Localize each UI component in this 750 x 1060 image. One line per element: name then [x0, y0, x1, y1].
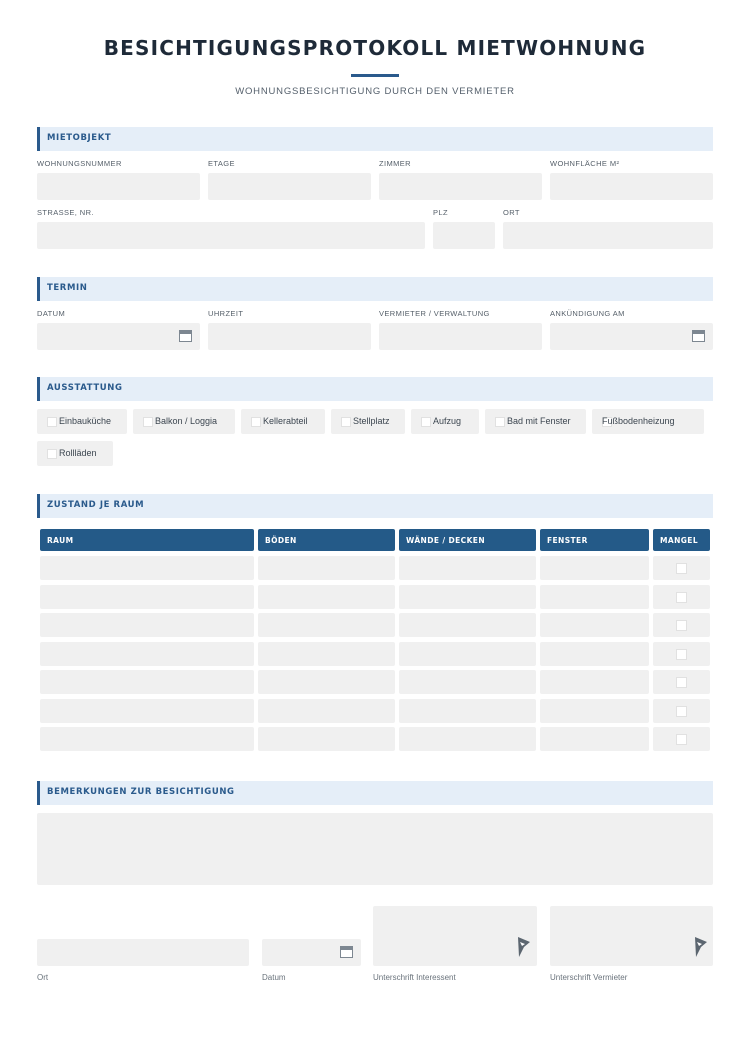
ausstattung-option-rolllaeden[interactable]: [37, 441, 113, 466]
ankuendigung-field[interactable]: [550, 323, 713, 350]
ort-field[interactable]: [503, 222, 713, 249]
cell-boeden[interactable]: [258, 642, 395, 666]
cell-boeden[interactable]: [258, 699, 395, 723]
mangel-checkbox-icon[interactable]: [676, 592, 687, 603]
cell-mangel[interactable]: [653, 613, 710, 637]
uhrzeit-label: UHRZEIT: [208, 309, 244, 318]
cell-raum[interactable]: [40, 642, 254, 666]
ausstattung-option-fussbodenheizung[interactable]: [592, 409, 704, 434]
column-header-waende: WÄNDE / DECKEN: [399, 529, 536, 551]
uhrzeit-field[interactable]: [208, 323, 371, 350]
cell-fenster[interactable]: [540, 699, 649, 723]
option-label: Aufzug: [433, 416, 462, 426]
etage-label: ETAGE: [208, 159, 235, 168]
cell-mangel[interactable]: [653, 699, 710, 723]
option-label: Bad mit Fenster: [507, 416, 571, 426]
pen-nib-icon: [516, 936, 532, 958]
cell-waende[interactable]: [399, 670, 536, 694]
bemerkungen-textarea[interactable]: [37, 813, 713, 885]
wohnflaeche-label: WOHNFLÄCHE M²: [550, 159, 620, 168]
wohnflaeche-field[interactable]: [550, 173, 713, 200]
checkbox-icon[interactable]: [47, 417, 57, 427]
mangel-checkbox-icon[interactable]: [676, 563, 687, 574]
plz-label: PLZ: [433, 208, 448, 217]
mangel-checkbox-icon[interactable]: [676, 706, 687, 717]
column-header-boeden: BÖDEN: [258, 529, 395, 551]
signature-interessent-field[interactable]: [373, 906, 537, 966]
strasse-label: STRASSE, NR.: [37, 208, 94, 217]
checkbox-icon[interactable]: [251, 417, 261, 427]
unterschrift-interessent-label: Unterschrift Interessent: [373, 973, 456, 982]
mangel-checkbox-icon[interactable]: [676, 649, 687, 660]
cell-waende[interactable]: [399, 699, 536, 723]
section-termin: [37, 277, 713, 301]
page-title: BESICHTIGUNGSPROTOKOLL MIETWOHNUNG: [103, 36, 647, 60]
section-title: ZUSTAND JE RAUM: [47, 500, 145, 510]
calendar-icon[interactable]: [340, 946, 353, 958]
cell-waende[interactable]: [399, 727, 536, 751]
ankuendigung-label: ANKÜNDIGUNG AM: [550, 309, 625, 318]
mangel-checkbox-icon[interactable]: [676, 620, 687, 631]
section-title: MIETOBJEKT: [47, 133, 112, 143]
cell-mangel[interactable]: [653, 727, 710, 751]
calendar-icon[interactable]: [179, 330, 192, 342]
plz-field[interactable]: [433, 222, 495, 249]
section-bemerkungen: [37, 781, 713, 805]
datum-footer-label: Datum: [262, 973, 286, 982]
vermieter-field[interactable]: [379, 323, 542, 350]
cell-fenster[interactable]: [540, 613, 649, 637]
section-zustand: [37, 494, 713, 518]
unterschrift-vermieter-label: Unterschrift Vermieter: [550, 973, 628, 982]
checkbox-icon[interactable]: [421, 417, 431, 427]
cell-raum[interactable]: [40, 727, 254, 751]
cell-boeden[interactable]: [258, 585, 395, 609]
option-label: Kellerabteil: [263, 416, 308, 426]
cell-boeden[interactable]: [258, 556, 395, 580]
mangel-checkbox-icon[interactable]: [676, 734, 687, 745]
cell-fenster[interactable]: [540, 670, 649, 694]
ausstattung-option-einbaukueche[interactable]: [37, 409, 127, 434]
cell-boeden[interactable]: [258, 613, 395, 637]
ort-label: ORT: [503, 208, 520, 217]
ort-footer-label: Ort: [37, 973, 49, 982]
cell-waende[interactable]: [399, 585, 536, 609]
calendar-icon[interactable]: [692, 330, 705, 342]
wohnungsnummer-field[interactable]: [37, 173, 200, 200]
datum-field[interactable]: [37, 323, 200, 350]
cell-mangel[interactable]: [653, 556, 710, 580]
cell-mangel[interactable]: [653, 585, 710, 609]
signature-vermieter-field[interactable]: [550, 906, 713, 966]
cell-boeden[interactable]: [258, 727, 395, 751]
checkbox-icon[interactable]: [47, 449, 57, 459]
cell-raum[interactable]: [40, 556, 254, 580]
strasse-field[interactable]: [37, 222, 425, 249]
option-label: Fußbodenheizung: [602, 416, 675, 426]
cell-fenster[interactable]: [540, 642, 649, 666]
option-label: Rollläden: [59, 448, 97, 458]
checkbox-icon[interactable]: [495, 417, 505, 427]
cell-raum[interactable]: [40, 670, 254, 694]
etage-field[interactable]: [208, 173, 371, 200]
ausstattung-option-aufzug[interactable]: [411, 409, 479, 434]
zimmer-field[interactable]: [379, 173, 542, 200]
wohnungsnummer-label: WOHNUNGSNUMMER: [37, 159, 122, 168]
cell-waende[interactable]: [399, 556, 536, 580]
cell-mangel[interactable]: [653, 670, 710, 694]
cell-raum[interactable]: [40, 699, 254, 723]
cell-waende[interactable]: [399, 613, 536, 637]
section-title: BEMERKUNGEN ZUR BESICHTIGUNG: [47, 787, 235, 797]
checkbox-icon[interactable]: [341, 417, 351, 427]
pen-nib-icon: [693, 936, 709, 958]
ausstattung-option-stellplatz[interactable]: [331, 409, 405, 434]
page-subtitle: WOHNUNGSBESICHTIGUNG DURCH DEN VERMIETER: [235, 86, 515, 97]
ausstattung-option-balkon[interactable]: [133, 409, 235, 434]
cell-fenster[interactable]: [540, 727, 649, 751]
cell-waende[interactable]: [399, 642, 536, 666]
column-header-raum: RAUM: [40, 529, 254, 551]
title-underline: [351, 74, 399, 77]
mangel-checkbox-icon[interactable]: [676, 677, 687, 688]
datum-label: DATUM: [37, 309, 66, 318]
cell-raum[interactable]: [40, 613, 254, 637]
option-label: Stellplatz: [353, 416, 390, 426]
column-header-fenster: FENSTER: [540, 529, 649, 551]
cell-fenster[interactable]: [540, 556, 649, 580]
section-title: AUSSTATTUNG: [47, 383, 123, 393]
option-label: Einbauküche: [59, 416, 112, 426]
section-ausstattung: [37, 377, 713, 401]
section-mietobjekt: [37, 127, 713, 151]
checkbox-icon[interactable]: [143, 417, 153, 427]
cell-boeden[interactable]: [258, 670, 395, 694]
vermieter-label: VERMIETER / VERWALTUNG: [379, 309, 490, 318]
option-label: Balkon / Loggia: [155, 416, 218, 426]
section-title: TERMIN: [47, 283, 88, 293]
zimmer-label: ZIMMER: [379, 159, 411, 168]
cell-fenster[interactable]: [540, 585, 649, 609]
ort-signature-field[interactable]: [37, 939, 249, 966]
cell-raum[interactable]: [40, 585, 254, 609]
column-header-mangel: MANGEL: [653, 529, 710, 551]
ausstattung-option-kellerabteil[interactable]: [241, 409, 325, 434]
cell-mangel[interactable]: [653, 642, 710, 666]
ausstattung-option-bad-mit-fenster[interactable]: [485, 409, 586, 434]
